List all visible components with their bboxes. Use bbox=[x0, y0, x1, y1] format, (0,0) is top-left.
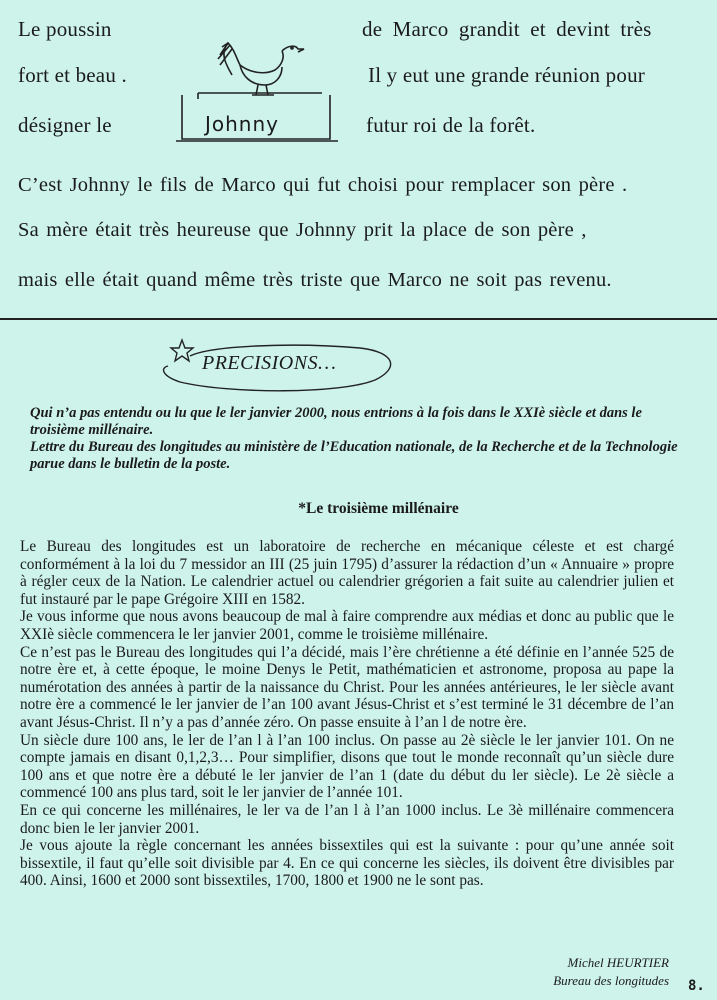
intro-line-2: Lettre du Bureau des longitudes au ministère de l’Education nationale, de la Recherche et de la Technologie parue dans le bulletin de la poste. bbox=[30, 439, 678, 472]
story-line-1-left: Le poussin bbox=[18, 17, 112, 41]
bird-on-pedestal-drawing bbox=[170, 35, 350, 155]
story-line-3-left: désigner le bbox=[18, 113, 112, 137]
star-icon bbox=[171, 340, 193, 361]
story-line-3-right: futur roi de la forêt. bbox=[366, 113, 536, 137]
story-sentence-3: mais elle était quand même très triste que Marco ne soit pas revenu. bbox=[18, 269, 612, 291]
paragraph: Ce n’est pas le Bureau des longitudes qui l’a décidé, mais l’ère chrétienne a été définie en l’année 525 de notre ère et, à cette époque, le moine Denys le Petit, mathématicien et astronome, proposa au pape la numérotation des années à partir de la naissance du Christ. Pour les années antérieures, le ler siècle avant notre ère a commencé le ler janvier de l’an 100 avant Jésus-Christ et s’est terminé le 31 décembre de l’an avant Jésus-Christ. Il n’y a pas d’année zéro. On passe ensuite à l’an l de notre ère. bbox=[20, 643, 674, 731]
section-title bbox=[0, 500, 717, 518]
story-line-2-left: fort et beau . bbox=[18, 63, 127, 87]
story-line-1-right: de Marco grandit et devint très bbox=[362, 17, 652, 41]
paragraph: En ce qui concerne les millénaires, le ler va de l’an l à l’an 1000 inclus. Le 3è millénaire commencera donc bien le ler janvier 2001. bbox=[20, 801, 674, 837]
paragraph: Je vous ajoute la règle concernant les années bissextiles qui est la suivante : pour qu’une année soit bissextile, il faut qu’elle soit divisible par 4. En ce qui concerne les siècles, ils doivent être divisibles par 400. Ainsi, 1600 et 2000 sont bissextiles, 1700, 1800 et 1900 ne le sont pas. bbox=[20, 837, 674, 890]
paragraph: Un siècle dure 100 ans, le ler de l’an l à l’an 100 inclus. On passe au 2è siècle le ler janvier 101. On ne compte jamais en disant 0,1,2,3… Pour simplifier, disons que tout le monde reconnaît qu’un siècle dure 100 ans et que notre ère a débuté le ler janvier de l’an 1 (date du début du ler siècle). Le 2è siècle a commencé 100 ans plus tard, soit le ler janvier de l’année 101. bbox=[20, 731, 674, 802]
section-divider bbox=[0, 318, 717, 320]
story-line-2-right: Il y eut une grande réunion pour bbox=[368, 63, 645, 87]
paragraph: Je vous informe que nous avons beaucoup de mal à faire comprendre aux médias et donc au public que le XXIè siècle commencera le ler janvier 2001, comme le troisième millénaire. bbox=[20, 608, 674, 643]
drawing-label-johnny: Johnny bbox=[205, 112, 279, 136]
article-body bbox=[20, 538, 674, 890]
signature-org: Bureau des longitudes bbox=[553, 973, 669, 988]
story-sentence-2: Sa mère était très heureuse que Johnny prit la place de son père , bbox=[18, 219, 587, 241]
story-sentence-1: C’est Johnny le fils de Marco qui fut choisi pour remplacer son père . bbox=[18, 174, 628, 196]
signature-name: Michel HEURTIER bbox=[567, 955, 669, 970]
signature bbox=[553, 954, 669, 990]
page-number: 8. bbox=[688, 978, 705, 994]
intro-line-1: Qui n’a pas entendu ou lu que le ler janvier 2000, nous entrions à la fois dans le XXIè siècle et dans le troisième millénaire. bbox=[30, 405, 642, 438]
precisions-title: PRECISIONS… bbox=[202, 352, 337, 374]
section-title-text: *Le troisième millénaire bbox=[298, 500, 459, 517]
paragraph: Le Bureau des longitudes est un laboratoire de recherche en mécanique céleste et est chargé conformément à la loi du 7 messidor an III (25 juin 1795) d’assurer la rédaction d’un « Annuaire » propre à régler ceux de la Nation. Le calendrier actuel ou calendrier grégorien a fait suite au calendrier julien et fut instauré par le pape Grégoire XIII en 1582. bbox=[20, 538, 674, 608]
precisions-intro bbox=[30, 405, 692, 473]
